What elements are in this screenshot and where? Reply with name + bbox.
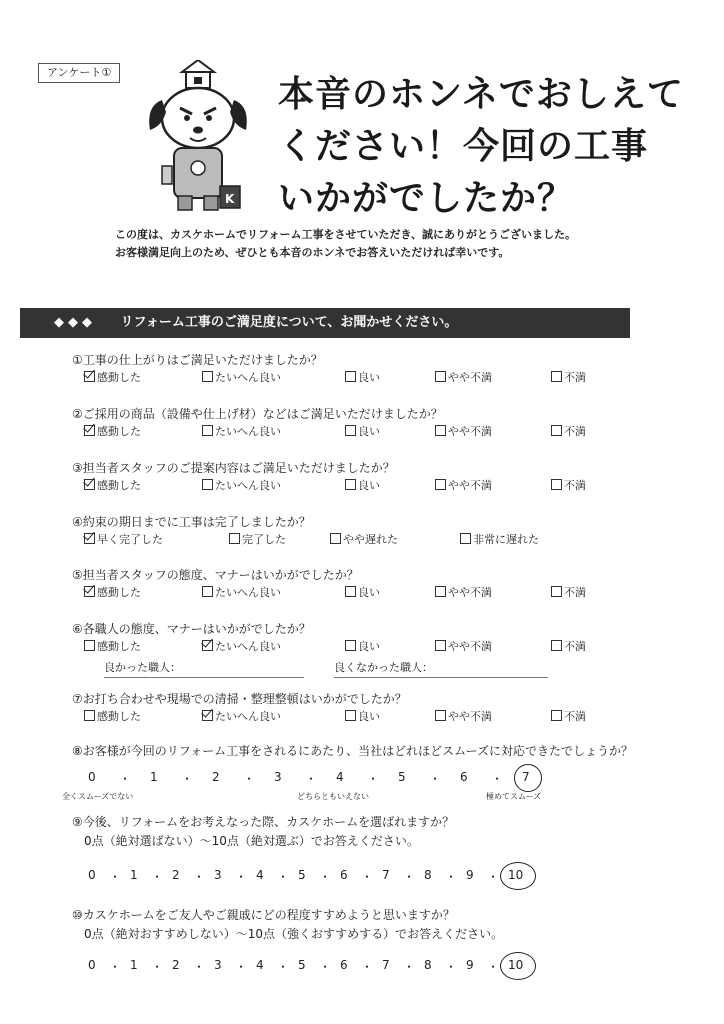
- option-label: 不満: [564, 425, 586, 438]
- scale-number[interactable]: 9: [466, 958, 474, 972]
- option-label: 完了した: [242, 533, 286, 546]
- question-2-text: ②ご採用の商品（設備や仕上げ材）などはご満足いただけましたか？: [72, 407, 443, 421]
- scale-number[interactable]: 6: [340, 868, 348, 882]
- checkbox-icon[interactable]: [551, 371, 562, 382]
- option-label: 早く完了した: [97, 533, 163, 546]
- option-label: 不満: [564, 479, 586, 492]
- checkbox-icon[interactable]: [84, 371, 95, 382]
- question-7-text: ⑦お打ち合わせや現場での清掃・整理整頓はいかがでしたか？: [72, 692, 407, 706]
- question-5-option[interactable]: [345, 584, 380, 600]
- checkbox-icon[interactable]: [345, 710, 356, 721]
- checkbox-icon[interactable]: [202, 479, 213, 490]
- option-label: 感動した: [97, 586, 141, 599]
- scale-separator: ・: [367, 772, 380, 786]
- checkbox-icon[interactable]: [435, 710, 446, 721]
- question-6-option[interactable]: [435, 638, 492, 654]
- scale-separator: ・: [109, 960, 122, 974]
- question-5-text: ⑤担当者スタッフの態度、マナーはいかがでしたか？: [72, 568, 359, 582]
- question-3-option[interactable]: [345, 477, 380, 493]
- question-6-option[interactable]: [84, 638, 141, 654]
- question-6-option[interactable]: [202, 638, 281, 654]
- question-1-option[interactable]: [435, 369, 492, 385]
- option-label: やや不満: [448, 479, 492, 492]
- survey-tag: アンケート①: [38, 63, 120, 83]
- option-label: たいへん良い: [215, 586, 281, 599]
- scale-number[interactable]: 3: [214, 868, 222, 882]
- scale-number[interactable]: 9: [466, 868, 474, 882]
- checkbox-icon[interactable]: [84, 425, 95, 436]
- question-3-option[interactable]: [202, 477, 281, 493]
- scale-number[interactable]: 2: [212, 770, 220, 784]
- question-2-option[interactable]: [345, 423, 380, 439]
- option-label: 不満: [564, 586, 586, 599]
- option-label: 感動した: [97, 371, 141, 384]
- question-10-text: ⑩カスケホームをご友人やご親戚にどの程度すすめようと思いますか？: [72, 908, 455, 922]
- question-2-option[interactable]: [551, 423, 586, 439]
- scale-number[interactable]: 7: [382, 868, 390, 882]
- option-label: 感動した: [97, 710, 141, 723]
- selected-circle-mark: [500, 862, 536, 890]
- scale-separator: ・: [235, 870, 248, 884]
- checkbox-icon[interactable]: [551, 479, 562, 490]
- intro-line-2: お客様満足向上のため、ぜひとも本音のホンネでお答えいただければ幸いです。: [115, 246, 510, 259]
- q8-label-high: 極めてスムーズ: [486, 792, 542, 801]
- scale-separator: ・: [487, 870, 500, 884]
- scale-number[interactable]: 8: [424, 868, 432, 882]
- option-label: たいへん良い: [215, 425, 281, 438]
- question-6-text: ⑥各職人の態度、マナーはいかがでしたか？: [72, 622, 311, 636]
- question-7-option[interactable]: [202, 708, 281, 724]
- question-7-option[interactable]: [345, 708, 380, 724]
- checkbox-icon[interactable]: [84, 479, 95, 490]
- checkbox-icon[interactable]: [551, 640, 562, 651]
- scale-number[interactable]: 7: [522, 770, 530, 784]
- question-1-option[interactable]: [551, 369, 586, 385]
- option-label: やや不満: [448, 640, 492, 653]
- scale-number[interactable]: 5: [398, 770, 406, 784]
- scale-number[interactable]: 4: [336, 770, 344, 784]
- scale-separator: ・: [319, 870, 332, 884]
- option-label: たいへん良い: [215, 640, 281, 653]
- question-1-option[interactable]: [345, 369, 380, 385]
- question-4-option[interactable]: [84, 531, 163, 547]
- question-8-text: ⑧お客様が今回のリフォーム工事をされるにあたり、当社はどれほどスムーズに対応できたでしょうか？: [72, 744, 633, 758]
- question-7-option[interactable]: [551, 708, 586, 724]
- checkbox-icon[interactable]: [345, 586, 356, 597]
- scale-separator: ・: [235, 960, 248, 974]
- question-7-option[interactable]: [84, 708, 141, 724]
- scale-separator: ・: [487, 960, 500, 974]
- checkbox-icon[interactable]: [345, 479, 356, 490]
- scale-number[interactable]: 10: [508, 868, 524, 882]
- option-label: やや不満: [448, 586, 492, 599]
- diamond-markers: ◆◆◆: [54, 315, 96, 330]
- scale-number[interactable]: 7: [382, 958, 390, 972]
- checkbox-icon[interactable]: [202, 586, 213, 597]
- scale-number[interactable]: 4: [256, 958, 264, 972]
- mascot-badge-letter: K: [225, 192, 235, 206]
- option-label: やや不満: [448, 371, 492, 384]
- question-4-option[interactable]: [229, 531, 286, 547]
- scale-number[interactable]: 5: [298, 868, 306, 882]
- scale-separator: ・: [119, 772, 132, 786]
- scale-separator: ・: [193, 870, 206, 884]
- scale-separator: ・: [491, 772, 504, 786]
- scale-number[interactable]: 6: [340, 958, 348, 972]
- scale-separator: ・: [319, 960, 332, 974]
- checkbox-icon[interactable]: [202, 710, 213, 721]
- scale-separator: ・: [277, 870, 290, 884]
- good-craftsman-field[interactable]: 良かった職人：: [104, 659, 304, 678]
- question-1-text: ①工事の仕上がりはご満足いただけましたか？: [72, 353, 323, 367]
- option-label: やや遅れた: [343, 533, 398, 546]
- headline-line-1: 本音のホンネでおしえて: [278, 73, 684, 115]
- scale-number[interactable]: 3: [274, 770, 282, 784]
- scale-number[interactable]: 0: [88, 770, 96, 784]
- option-label: 良い: [358, 586, 380, 599]
- question-10-subtext: 0点（絶対おすすめしない）～10点（強くおすすめする）でお答えください。: [84, 927, 504, 941]
- checkbox-icon[interactable]: [84, 710, 95, 721]
- checkbox-icon[interactable]: [551, 586, 562, 597]
- checkbox-icon[interactable]: [84, 586, 95, 597]
- checkbox-icon[interactable]: [551, 425, 562, 436]
- option-label: 良い: [358, 640, 380, 653]
- checkbox-icon[interactable]: [345, 425, 356, 436]
- option-label: たいへん良い: [215, 479, 281, 492]
- intro-line-1: この度は、カスケホームでリフォーム工事をさせていただき、誠にありがとうございました。: [115, 228, 577, 241]
- scale-separator: ・: [403, 960, 416, 974]
- option-label: 良い: [358, 371, 380, 384]
- scale-number[interactable]: 3: [214, 958, 222, 972]
- scale-separator: ・: [193, 960, 206, 974]
- scale-separator: ・: [361, 960, 374, 974]
- checkbox-icon[interactable]: [345, 371, 356, 382]
- scale-separator: ・: [109, 870, 122, 884]
- scale-number[interactable]: 0: [88, 868, 96, 882]
- option-label: 感動した: [97, 640, 141, 653]
- q8-label-low: 全くスムーズでない: [62, 792, 134, 801]
- checkbox-icon[interactable]: [330, 533, 341, 544]
- option-label: 感動した: [97, 425, 141, 438]
- question-5-option[interactable]: [84, 584, 141, 600]
- question-9-subtext: 0点（絶対選ばない）～10点（絶対選ぶ）でお答えください。: [84, 834, 419, 848]
- option-label: 感動した: [97, 479, 141, 492]
- checkbox-icon[interactable]: [435, 479, 446, 490]
- scale-number[interactable]: 1: [150, 770, 158, 784]
- question-3-option[interactable]: [84, 477, 141, 493]
- bad-craftsman-field: 良くなかった職人：: [334, 659, 548, 678]
- checkbox-icon[interactable]: [435, 425, 446, 436]
- scale-separator: ・: [151, 870, 164, 884]
- selected-circle-mark: [514, 764, 542, 792]
- selected-circle-mark: [500, 952, 536, 980]
- option-label: たいへん良い: [215, 371, 281, 384]
- option-label: 良い: [358, 479, 380, 492]
- question-2-option[interactable]: [84, 423, 141, 439]
- option-label: 不満: [564, 710, 586, 723]
- scale-number[interactable]: 0: [88, 958, 96, 972]
- option-label: 非常に遅れた: [473, 533, 539, 546]
- checkbox-icon[interactable]: [435, 640, 446, 651]
- scale-number[interactable]: 2: [172, 868, 180, 882]
- option-label: 不満: [564, 371, 586, 384]
- dog-mascot-illustration: [140, 60, 250, 220]
- scale-separator: ・: [305, 772, 318, 786]
- headline-line-3: いかがでしたか？: [278, 177, 575, 219]
- section-header-bar: [20, 308, 630, 338]
- scale-separator: ・: [445, 960, 458, 974]
- question-3-option[interactable]: [435, 477, 492, 493]
- question-6-option[interactable]: [345, 638, 380, 654]
- scale-separator: ・: [403, 870, 416, 884]
- checkbox-icon[interactable]: [84, 533, 95, 544]
- question-5-option[interactable]: [435, 584, 492, 600]
- question-6-option[interactable]: [551, 638, 586, 654]
- checkbox-icon[interactable]: [202, 425, 213, 436]
- option-label: 不満: [564, 640, 586, 653]
- scale-number[interactable]: 6: [460, 770, 468, 784]
- question-3-text: ③担当者スタッフのご提案内容はご満足いただけましたか？: [72, 461, 395, 475]
- question-5-option[interactable]: [202, 584, 281, 600]
- scale-number[interactable]: 1: [130, 958, 138, 972]
- scale-number[interactable]: 1: [130, 868, 138, 882]
- scale-number[interactable]: 4: [256, 868, 264, 882]
- question-9-text: ⑨今後、リフォームをお考えなった際、カスケホームを選ばれますか？: [72, 815, 455, 829]
- question-4-text: ④約束の期日までに工事は完了しましたか？: [72, 515, 311, 529]
- option-label: たいへん良い: [215, 710, 281, 723]
- checkbox-icon[interactable]: [551, 710, 562, 721]
- checkbox-icon[interactable]: [229, 533, 240, 544]
- scale-number[interactable]: 8: [424, 958, 432, 972]
- question-2-option[interactable]: [202, 423, 281, 439]
- checkbox-icon[interactable]: [460, 533, 471, 544]
- checkbox-icon[interactable]: [435, 371, 446, 382]
- intro-text: [115, 226, 576, 262]
- section-title: リフォーム工事のご満足度について、お聞かせください。: [120, 315, 458, 330]
- headline: [278, 68, 684, 224]
- checkbox-icon[interactable]: [202, 371, 213, 382]
- question-7-option[interactable]: [435, 708, 492, 724]
- checkbox-icon[interactable]: [345, 640, 356, 651]
- scale-number[interactable]: 5: [298, 958, 306, 972]
- q8-label-mid: どちらともいえない: [297, 792, 369, 801]
- scale-separator: ・: [445, 870, 458, 884]
- question-3-option[interactable]: [551, 477, 586, 493]
- scale-separator: ・: [243, 772, 256, 786]
- question-4-option[interactable]: [460, 531, 539, 547]
- headline-line-2: ください！今回の工事: [278, 125, 649, 167]
- checkbox-icon[interactable]: [202, 640, 213, 651]
- question-4-option[interactable]: [330, 531, 398, 547]
- scale-separator: ・: [151, 960, 164, 974]
- checkbox-icon[interactable]: [84, 640, 95, 651]
- option-label: 良い: [358, 425, 380, 438]
- option-label: 良い: [358, 710, 380, 723]
- question-1-option[interactable]: [84, 369, 141, 385]
- question-1-option[interactable]: [202, 369, 281, 385]
- checkbox-icon[interactable]: [435, 586, 446, 597]
- scale-separator: ・: [361, 870, 374, 884]
- option-label: やや不満: [448, 710, 492, 723]
- scale-separator: ・: [181, 772, 194, 786]
- scale-number[interactable]: 10: [508, 958, 524, 972]
- scale-number[interactable]: 2: [172, 958, 180, 972]
- option-label: やや不満: [448, 425, 492, 438]
- scale-separator: ・: [429, 772, 442, 786]
- scale-separator: ・: [277, 960, 290, 974]
- question-2-option[interactable]: [435, 423, 492, 439]
- question-5-option[interactable]: [551, 584, 586, 600]
